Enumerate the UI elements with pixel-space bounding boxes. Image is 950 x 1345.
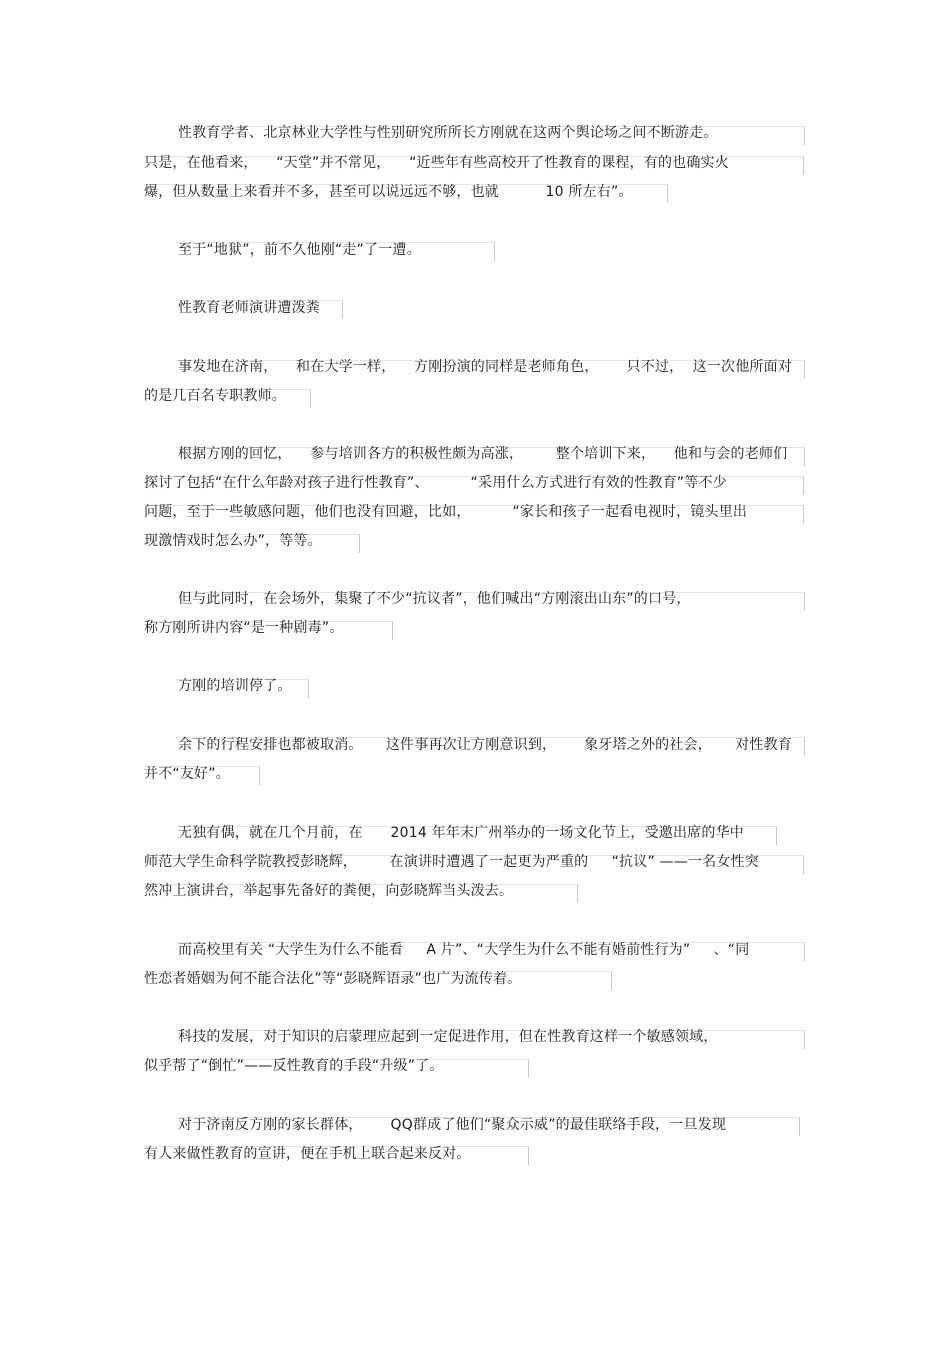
paragraph-9-line-1: 无独有偶，就在几个月前，在 2014 年年末广州举办的一场文化节上，受邀出席的华中: [178, 825, 744, 841]
paragraph-1-line-3: 爆，但从数量上来看并不多，甚至可以说远远不够，也就 10 所左右”。: [144, 184, 633, 200]
paragraph-12-line-2: 有人来做性教育的宣讲，便在手机上联合起来反对。: [144, 1146, 471, 1162]
paragraph-6-line-2: 称方刚所讲内容“是一种剧毒”。: [144, 620, 344, 636]
paragraph-10-line-2: 性恋者婚姻为何不能合法化”等“彭晓辉语录”也广为流传着。: [144, 971, 522, 987]
paragraph-12-line-1: 对于济南反方刚的家长群体， QQ群成了他们“聚众示威”的最佳联络手段，一旦发现: [178, 1117, 727, 1133]
paragraph-8-line-2: 并不“友好”。: [144, 766, 230, 782]
paragraph-9-line-2: 师范大学生命科学院教授彭晓辉， 在演讲时遭遇了一起更为严重的 “抗议” ——一名女性突: [144, 854, 759, 870]
paragraph-10-line-1: 而高校里有关 “大学生为什么不能看 A 片”、“大学生为什么不能有婚前性行为” 、“同: [178, 942, 750, 958]
paragraph-7-line-1: 方刚的培训停了。: [178, 678, 292, 694]
paragraph-5-line-4: 现激情戏时怎么办”，等等。: [144, 533, 322, 549]
paragraph-5-line-1: 根据方刚的回忆， 参与培训各方的积极性颇为高涨， 整个培训下来， 他和与会的老师们: [178, 446, 788, 462]
section-heading: 性教育老师演讲遭泼粪: [178, 300, 320, 316]
paragraph-2-line-1: 至于“地狱”，前不久他刚“走”了一遭。: [178, 242, 421, 258]
paragraph-11-line-2: 似乎帮了“倒忙”——反性教育的手段“升级”了。: [144, 1058, 444, 1074]
paragraph-11-line-1: 科技的发展，对于知识的启蒙理应起到一定促进作用，但在性教育这样一个敏感领域，: [178, 1029, 718, 1045]
paragraph-8-line-1: 余下的行程安排也都被取消。 这件事再次让方刚意识到， 象牙塔之外的社会， 对性教育: [178, 737, 793, 753]
paragraph-4-line-1: 事发地在济南， 和在大学一样， 方刚扮演的同样是老师角色， 只不过， 这一次他所面对: [178, 359, 793, 375]
paragraph-1-line-2: 只是，在他看来， “天堂”并不常见， “近些年有些高校开了性教育的课程，有的也确实火: [144, 155, 729, 171]
paragraph-1-line-1: 性教育学者、北京林业大学性与性别研究所所长方刚就在这两个舆论场之间不断游走。: [178, 125, 718, 141]
paragraph-6-line-1: 但与此同时，在会场外，集聚了不少“抗议者”，他们喊出“方刚滚出山东”的口号，: [178, 591, 691, 607]
paragraph-5-line-3: 问题，至于一些敏感问题，他们也没有回避，比如， “家长和孩子一起看电视时，镜头里出: [144, 504, 748, 520]
paragraph-5-line-2: 探讨了包括“在什么年龄对孩子进行性教育”、 “采用什么方式进行有效的性教育”等不少: [144, 475, 727, 491]
paragraph-4-line-2: 的是几百名专职教师。: [144, 388, 286, 404]
paragraph-9-line-3: 然冲上演讲台，举起事先备好的粪便，向彭晓辉当头泼去。: [144, 883, 514, 899]
